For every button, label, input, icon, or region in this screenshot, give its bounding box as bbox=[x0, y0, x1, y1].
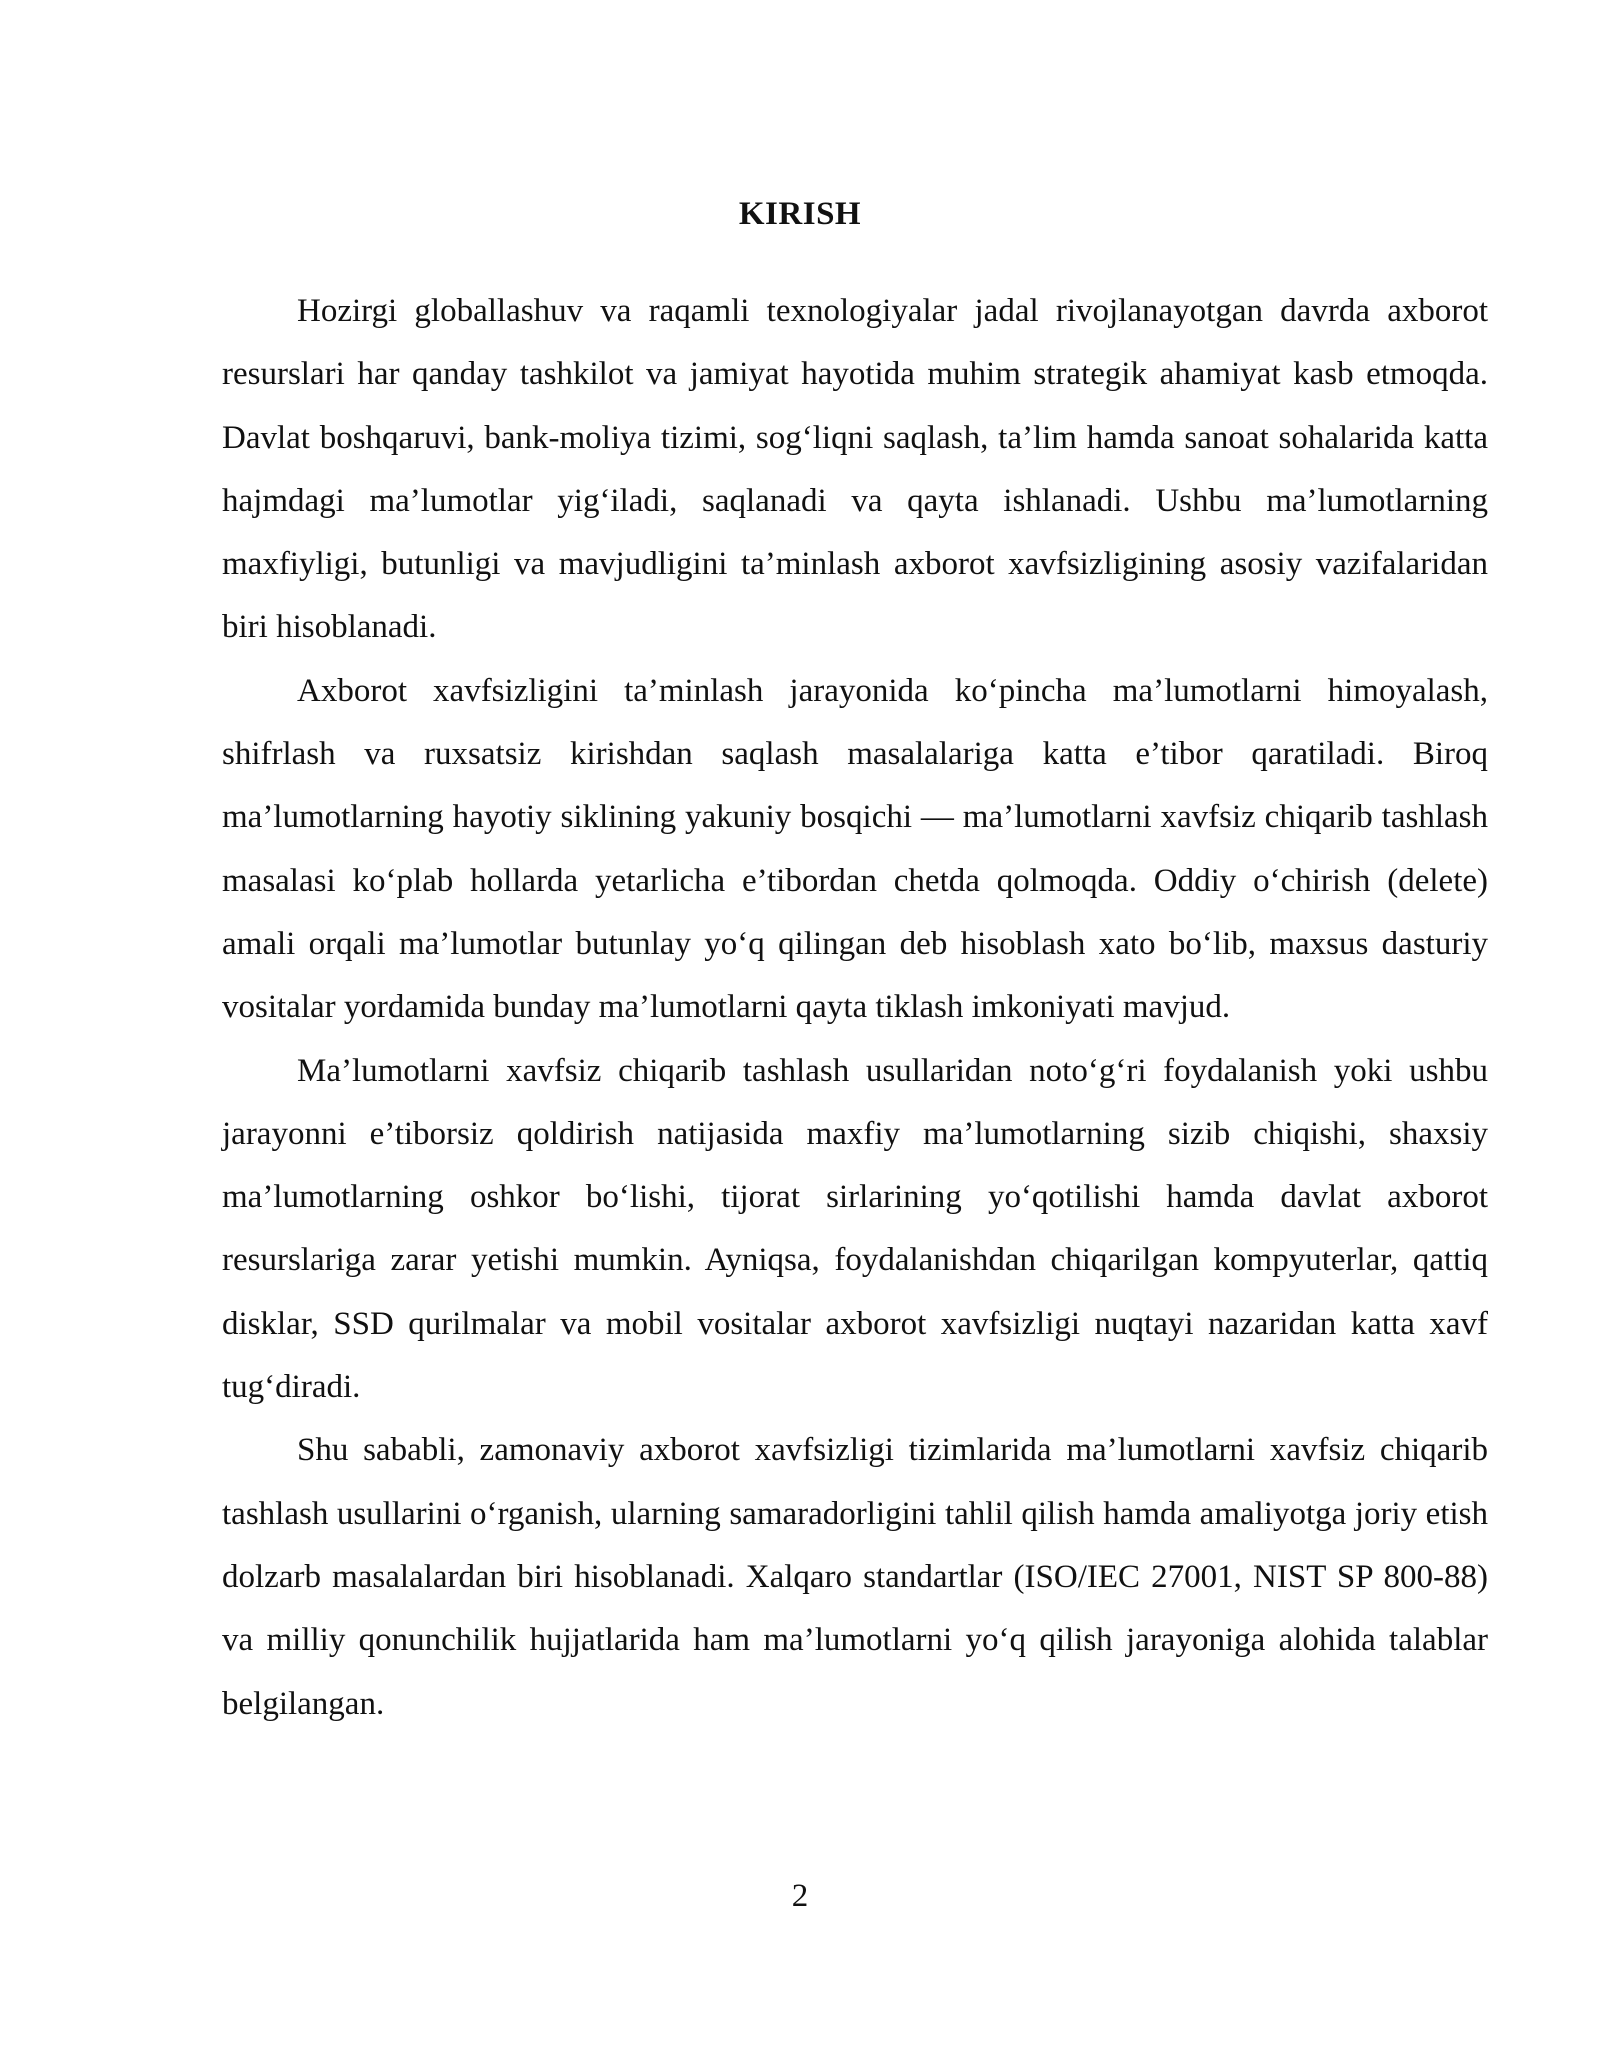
paragraph-3: Ma’lumotlarni xavfsiz chiqarib tashlash usullaridan noto‘g‘ri foydalanish yoki ushbu jarayonni e’tiborsiz qoldirish natijasida maxfiy ma’lumotlarning sizib chiqishi, shaxsiy ma’lumotlarning oshkor bo‘lishi, tijorat sirlarining yo‘qotilishi hamda davlat axborot resurslariga zarar yetishi mumkin. Ayniqsa, foydalanishdan chiqarilgan kompyuterlar, qattiq disklar, SSD qurilmalar va mobil vositalar axborot xavfsizligi nuqtayi nazaridan katta xavf tug‘diradi. bbox=[222, 1052, 1488, 1406]
page-number: 2 bbox=[791, 1878, 809, 1914]
page-title: KIRISH bbox=[738, 196, 862, 232]
paragraph-4: Shu sababli, zamonaviy axborot xavfsizligi tizimlarida ma’lumotlarni xavfsiz chiqarib tashlash usullarini o‘rganish, ularning samaradorligini tahlil qilish hamda amaliyotga joriy etish dolzarb masalalardan biri hisoblanadi. Xalqaro standartlar (ISO/IEC 27001, NIST SP 800-88) va milliy qonunchilik hujjatlarida ham ma’lumotlarni yo‘q qilish jarayoniga alohida talablar belgilangan. bbox=[222, 1432, 1488, 1722]
paragraph-1: Hozirgi globallashuv va raqamli texnologiyalar jadal rivojlanayotgan davrda axborot resurslari har qanday tashkilot va jamiyat hayotida muhim strategik ahamiyat kasb etmoqda. Davlat boshqaruvi, bank-moliya tizimi, sog‘liqni saqlash, ta’lim hamda sanoat sohalarida katta hajmdagi ma’lumotlar yig‘iladi, saqlanadi va qayta ishlanadi. Ushbu ma’lumotlarning maxfiyligi, butunligi va mavjudligini ta’minlash axborot xavfsizligining asosiy vazifalaridan biri hisoblanadi. bbox=[222, 293, 1488, 646]
paragraph-2: Axborot xavfsizligini ta’minlash jarayonida ko‘pincha ma’lumotlarni himoyalash, shifrlash va ruxsatsiz kirishdan saqlash masalalariga katta e’tibor qaratiladi. Biroq ma’lumotlarning hayotiy siklining yakuniy bosqichi — ma’lumotlarni xavfsiz chiqarib tashlash masalasi ko‘plab hollarda yetarlicha e’tibordan chetda qolmoqda. Oddiy o‘chirish (delete) amali orqali ma’lumotlar butunlay yo‘q qilingan deb hisoblash xato bo‘lib, maxsus dasturiy vositalar yordamida bunday ma’lumotlarni qayta tiklash imkoniyati mavjud. bbox=[222, 672, 1488, 1026]
body-text bbox=[222, 280, 1488, 1736]
